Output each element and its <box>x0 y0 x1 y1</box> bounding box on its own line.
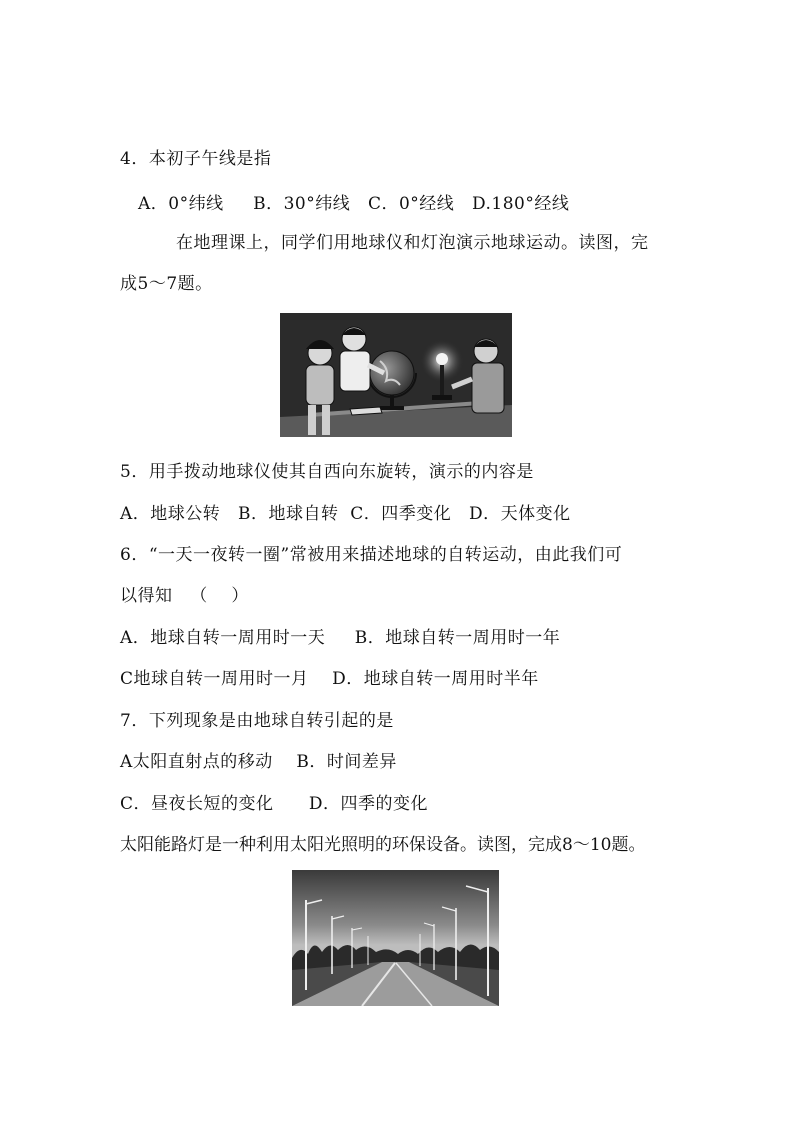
q5-options: A．地球公转 B．地球自转 C．四季变化 D．天体变化 <box>120 504 571 524</box>
intro-5-7-line2: 成5～7题。 <box>120 274 213 294</box>
q5-stem: 5．用手拨动地球仪使其自西向东旋转，演示的内容是 <box>120 462 534 482</box>
q4-options: A．0°纬线 B．30°纬线 C．0°经线 D.180°经线 <box>138 194 570 214</box>
q7-stem: 7．下列现象是由地球自转引起的是 <box>120 711 394 731</box>
q7-options-line1: A太阳直射点的移动 B．时间差异 <box>120 752 397 772</box>
globe-bulb-drawing <box>280 313 512 437</box>
intro-5-7-line1: 在地理课上，同学们用地球仪和灯泡演示地球运动。读图，完 <box>176 233 649 253</box>
q7-options-line2: C．昼夜长短的变化 D．四季的变化 <box>120 794 429 814</box>
q6-stem-line2: 以得知 （ ） <box>120 586 249 606</box>
streetlight-drawing <box>292 870 499 1006</box>
q6-options-line1: A．地球自转一周用时一天 B．地球自转一周用时一年 <box>120 628 561 648</box>
q6-options-line2: C地球自转一周用时一月 D．地球自转一周用时半年 <box>120 669 539 689</box>
q4-stem: 4．本初子午线是指 <box>120 149 272 169</box>
q6-stem-line1: 6．“一天一夜转一圈”常被用来描述地球的自转运动，由此我们可 <box>120 545 623 565</box>
intro-8-10-line1: 太阳能路灯是一种利用太阳光照明的环保设备。读图，完成8～10题。 <box>120 835 646 855</box>
globe-bulb-illustration <box>280 313 512 437</box>
solar-streetlight-photo <box>292 870 499 1006</box>
